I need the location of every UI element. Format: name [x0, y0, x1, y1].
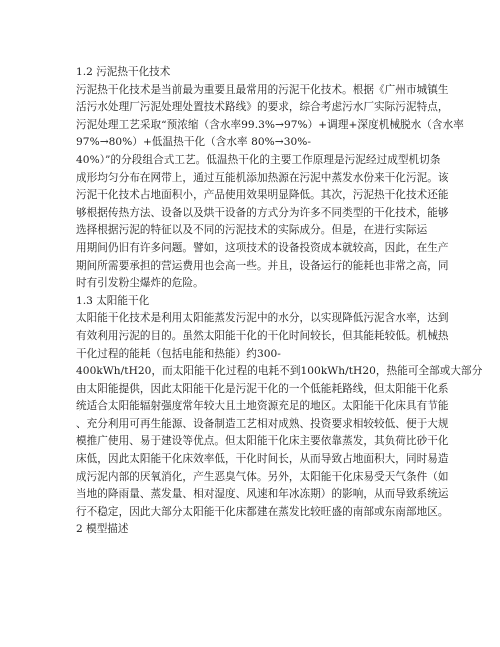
paragraph-line: 、充分利用可再生能源、设备制造工艺相对成熟、投资要求相较较低、便于大规: [76, 417, 449, 430]
paragraph-line: 活污水处理厂污泥处理处置技术路线》的要求，综合考虑污水厂实际污泥特点，: [76, 101, 449, 114]
paragraph-line: 成形均匀分布在网带上，通过互能机添加热源在污泥中蒸发水份来干化污泥。该: [76, 171, 449, 184]
paragraph-line: 够根据传热方法、设备以及烘干设备的方式分为许多不同类型的干化技术，能够: [76, 206, 449, 219]
paragraph-line: 污泥干化技术占地面积小，产品使用效果明显降低。其次，污泥热干化技术还能: [76, 189, 449, 202]
paragraph-line: 97%→80%）+低温热干化（含水率 80%→30%-: [76, 136, 312, 149]
section-sludge-heat-drying: [76, 64, 464, 293]
paragraph-line: 当地的降雨量、蒸发量、相对湿度、风速和年冰冻期）的影响，从而导致系统运: [76, 488, 449, 501]
paragraph-line: 统适合太阳能辐射强度常年较大且土地资源充足的地区。太阳能干化床具有节能: [76, 400, 449, 413]
section-model-description: [76, 521, 431, 539]
paragraph-line: 行不稳定，因此大部分太阳能干化床都建在蒸发比较旺盛的南部或东南部地区。: [76, 505, 449, 518]
paragraph-line: 用期间仍旧有许多问题。譬如，这项技术的设备投资成本就较高，因此，在生产: [76, 241, 449, 254]
section-solar-drying: [76, 293, 483, 522]
paragraph-line: 40%）”的分段组合式工艺。低温热干化的主要工作原理是污泥经过成型机切条: [76, 153, 441, 166]
section-heading: 1.2 污泥热干化技术: [76, 66, 171, 78]
section-heading: 2 模型描述: [76, 523, 129, 536]
paragraph-line: 污泥热干化技术是当前最为重要且最常用的污泥干化技术。根据《广州市城镇生: [76, 83, 449, 96]
paragraph-line: 由太阳能提供，因此太阳能干化是污泥干化的一个低能耗路线，但太阳能干化系: [76, 382, 449, 395]
paragraph-line: 成污泥内部的厌氧消化，产生恶臭气体。另外，太阳能干化床易受天气条件（如: [76, 470, 449, 483]
paragraph-line: 太阳能干化技术是利用太阳能蒸发污泥中的水分，以实现降低污泥含水率，达到: [76, 312, 449, 325]
paragraph-line: 污泥处理工艺采取“预浓缩（含水率99.3%→97%）+调理+深度机械脱水（含水率: [76, 118, 464, 131]
paragraph-line: 400kWh/tH20，而太阳能干化过程的电耗不到100kWh/tH20，热能可全部或大部分: [76, 365, 483, 378]
paragraph-line: 有效利用污泥的目的。虽然太阳能干化的干化时间较长，但其能耗较低。机械热: [76, 329, 449, 342]
document-body: [76, 64, 483, 539]
paragraph-line: 选择根据污泥的特征以及不同的污泥技术的实际成分。但是，在进行实际运: [76, 224, 428, 237]
paragraph-line: 模推广使用、易于建设等优点。但太阳能干化床主要依靠蒸发，其负荷比砂干化: [76, 435, 449, 448]
paragraph-line: 干化过程的能耗（包括电能和热能）约300-: [76, 347, 281, 360]
paragraph-line: 床低，因此太阳能干化床效率低，干化时间长，从而导致占地面积大，同时易造: [76, 453, 449, 466]
section-heading: 1.3 太阳能干化: [76, 294, 150, 307]
paragraph-line: 时有引发粉尘爆炸的危险。: [76, 277, 204, 290]
paragraph-line: 期间所需要承担的营运费用也会高一些。并且，设备运行的能耗也非常之高，同: [76, 259, 449, 272]
